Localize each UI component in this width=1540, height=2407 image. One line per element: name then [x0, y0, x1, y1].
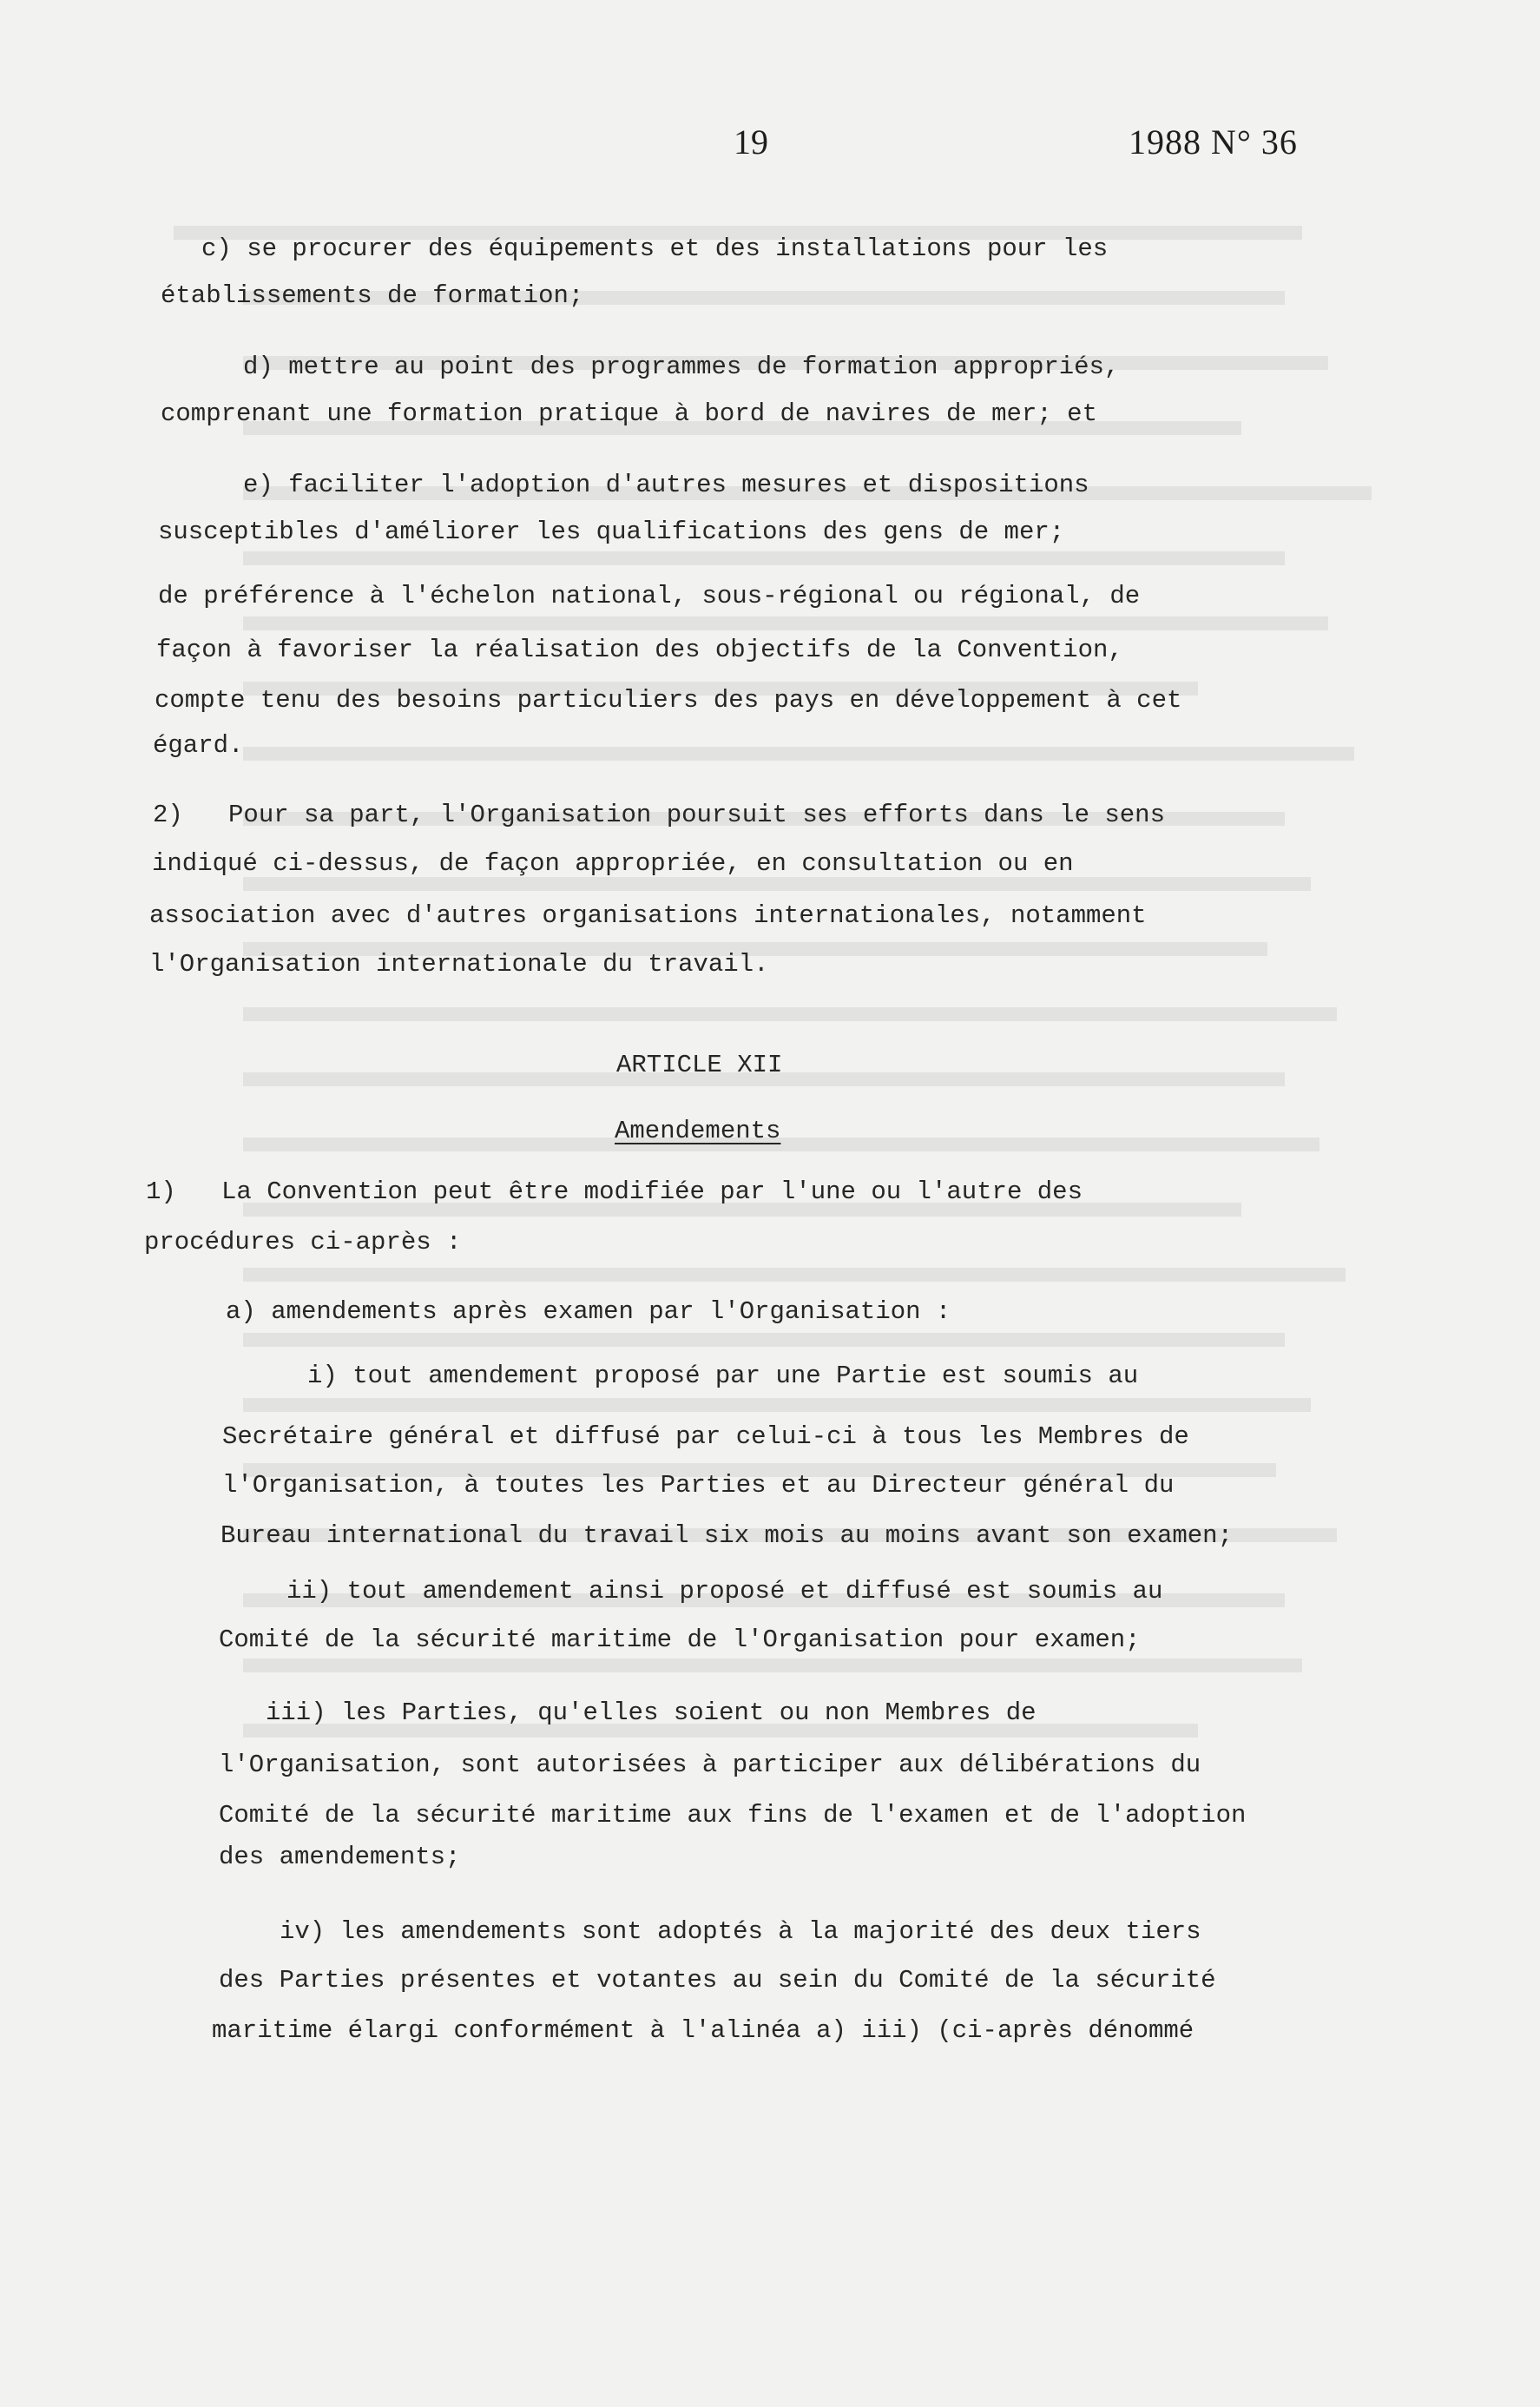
text-line: ii) tout amendement ainsi proposé et diffusé est soumis au: [286, 1577, 1163, 1606]
article-heading: ARTICLE XII: [616, 1051, 783, 1079]
text-line: procédures ci-après :: [144, 1228, 462, 1256]
gazette-issue: 1988 N° 36: [1129, 122, 1298, 162]
text-line: l'Organisation, sont autorisées à participer aux délibérations du: [219, 1751, 1201, 1779]
text-line: établissements de formation;: [161, 281, 584, 310]
text-line: 2) Pour sa part, l'Organisation poursuit ses efforts dans le sens: [153, 801, 1165, 829]
text-line: maritime élargi conformément à l'alinéa a) iii) (ci-après dénommé: [212, 2016, 1194, 2045]
text-line: compte tenu des besoins particuliers des pays en développement à cet: [155, 686, 1182, 715]
text-line: c) se procurer des équipements et des installations pour les: [201, 234, 1109, 263]
text-line: susceptibles d'améliorer les qualifications des gens de mer;: [158, 518, 1065, 546]
text-line: iv) les amendements sont adoptés à la majorité des deux tiers: [280, 1917, 1201, 1946]
text-line: des amendements;: [219, 1843, 461, 1871]
paragraph-a: a) amendements après examen par l'Organisation :: [226, 1297, 951, 1326]
text-line: indiqué ci-dessus, de façon appropriée, en consultation ou en: [152, 849, 1074, 878]
text-line: iii) les Parties, qu'elles soient ou non Membres de: [266, 1698, 1037, 1727]
text-line: égard.: [153, 731, 244, 760]
text-line: association avec d'autres organisations internationales, notamment: [149, 901, 1147, 930]
text-line: i) tout amendement proposé par une Partie est soumis au: [307, 1362, 1139, 1390]
text-line: e) faciliter l'adoption d'autres mesures et dispositions: [243, 471, 1089, 499]
text-line: Secrétaire général et diffusé par celui-ci à tous les Membres de: [222, 1422, 1189, 1451]
text-line: 1) La Convention peut être modifiée par l'une ou l'autre des: [146, 1177, 1083, 1206]
page-number: 19: [734, 122, 768, 162]
text-line: des Parties présentes et votantes au sein du Comité de la sécurité: [219, 1966, 1216, 1995]
text-line: de préférence à l'échelon national, sous-régional ou régional, de: [158, 582, 1141, 610]
bleed-through-texture: [174, 208, 1476, 1858]
text-line: l'Organisation internationale du travail.: [149, 950, 769, 979]
text-line: Comité de la sécurité maritime de l'Organisation pour examen;: [219, 1626, 1141, 1654]
text-line: façon à favoriser la réalisation des objectifs de la Convention,: [156, 636, 1123, 664]
article-subheading: Amendements: [615, 1117, 781, 1145]
page-header: [0, 122, 1540, 174]
text-line: l'Organisation, à toutes les Parties et au Directeur général du: [222, 1471, 1175, 1500]
text-line: Bureau international du travail six mois au moins avant son examen;: [220, 1521, 1233, 1550]
text-line: Comité de la sécurité maritime aux fins de l'examen et de l'adoption: [219, 1801, 1247, 1830]
text-line: d) mettre au point des programmes de formation appropriés,: [243, 353, 1120, 381]
text-line: comprenant une formation pratique à bord de navires de mer; et: [161, 399, 1097, 428]
